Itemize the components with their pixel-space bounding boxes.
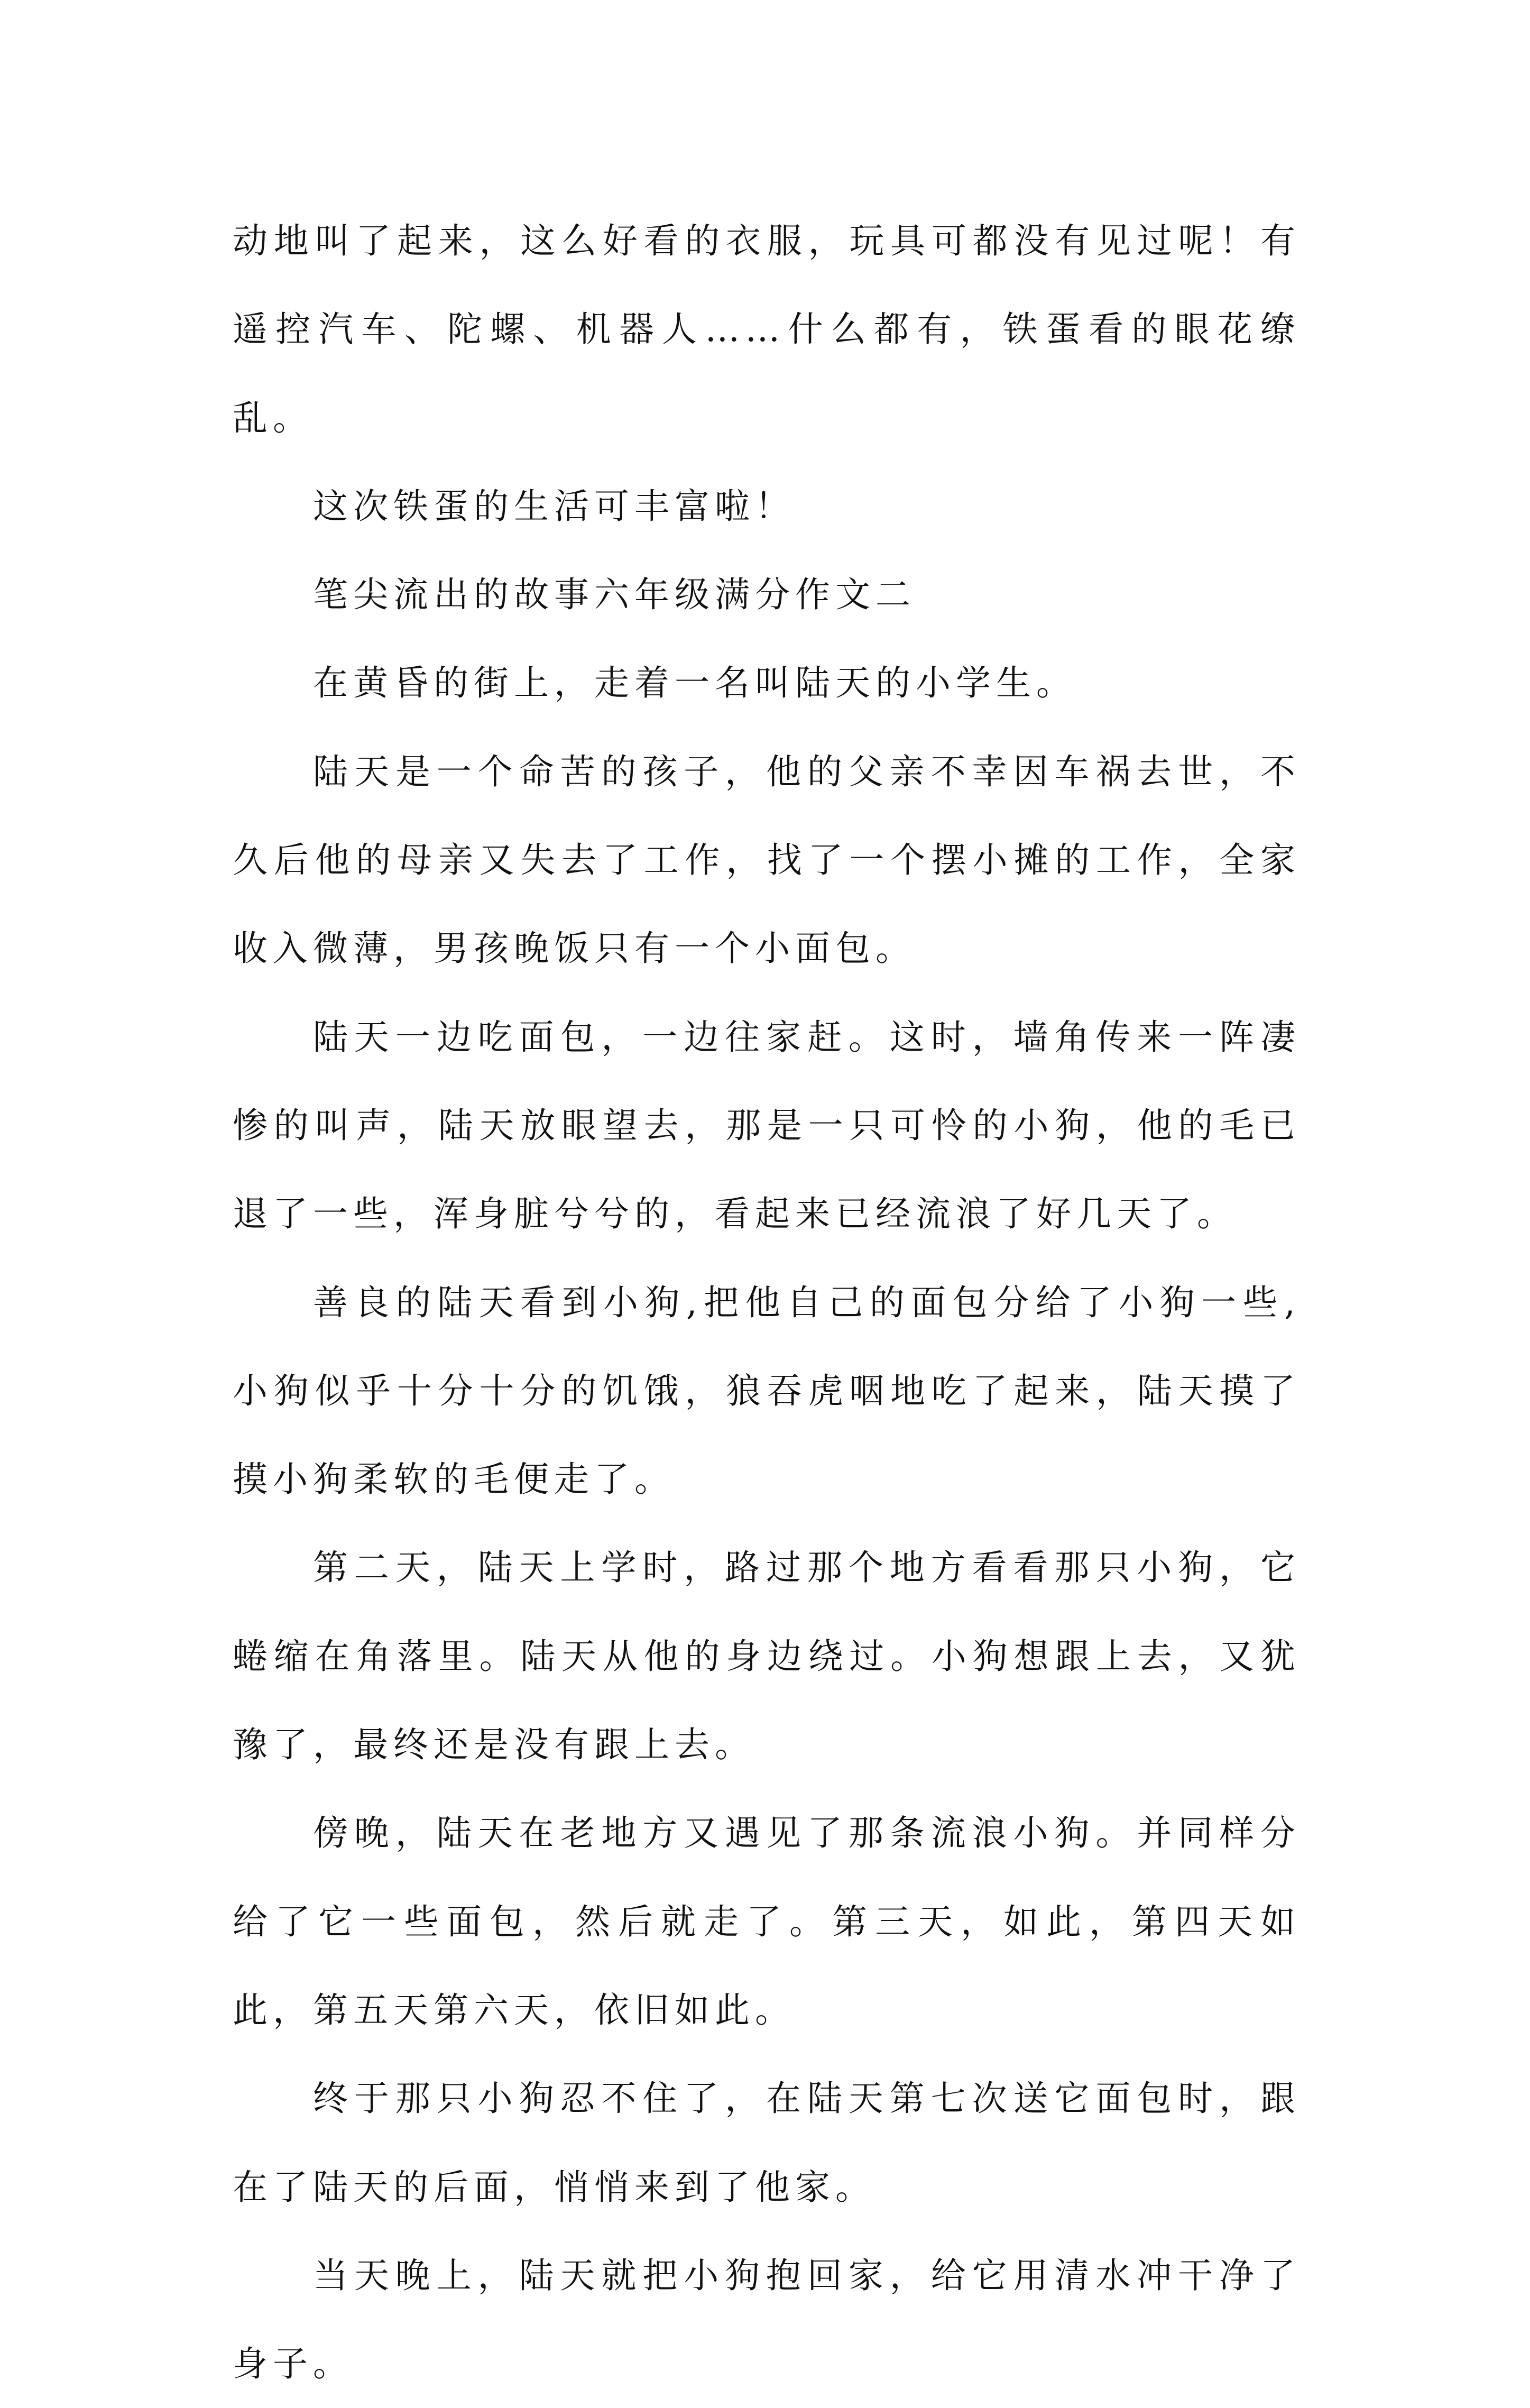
paragraph: 陆天是一个命苦的孩子，他的父亲不幸因车祸去世，不久后他的母亲又失去了工作，找了一个摆小摊的工作，全家收入微薄，男孩晚饭只有一个小面包。 — [233, 751, 1301, 969]
paragraph: 动地叫了起来，这么好看的衣服，玩具可都没有见过呢！有遥控汽车、陀螺、机器人……什么都有，铁蛋看的眼花缭乱。 — [233, 220, 1301, 438]
paragraph: 在黄昏的街上，走着一名叫陆天的小学生。 — [313, 663, 1076, 704]
paragraph: 善良的陆天看到小狗,把他自己的面包分给了小狗一些,小狗似乎十分十分的饥饿，狼吞虎咽地吃了起来，陆天摸了摸小狗柔软的毛便走了。 — [233, 1282, 1301, 1500]
paragraph: 傍晚，陆天在老地方又遇见了那条流浪小狗。并同样分给了它一些面包，然后就走了。第三天，如此，第四天如此，第五天第六天，依旧如此。 — [233, 1813, 1301, 2030]
paragraph: 第二天，陆天上学时，路过那个地方看看那只小狗，它蜷缩在角落里。陆天从他的身边绕过。小狗想跟上去，又犹豫了，最终还是没有跟上去。 — [233, 1547, 1301, 1766]
document-body — [233, 197, 1301, 2408]
essay-title: 笔尖流出的故事六年级满分作文二 — [313, 574, 916, 615]
paragraph: 终于那只小狗忍不住了，在陆天第七次送它面包时，跟在了陆天的后面，悄悄来到了他家。 — [233, 2078, 1301, 2208]
paragraph: 陆天一边吃面包，一边往家赶。这时，墙角传来一阵凄惨的叫声，陆天放眼望去，那是一只可怜的小狗，他的毛已退了一些，浑身脏兮兮的，看起来已经流浪了好几天了。 — [233, 1016, 1301, 1235]
paragraph: 当天晚上，陆天就把小狗抱回家，给它用清水冲干净了身子。 — [233, 2255, 1301, 2385]
paragraph: 这次铁蛋的生活可丰富啦！ — [313, 485, 795, 527]
